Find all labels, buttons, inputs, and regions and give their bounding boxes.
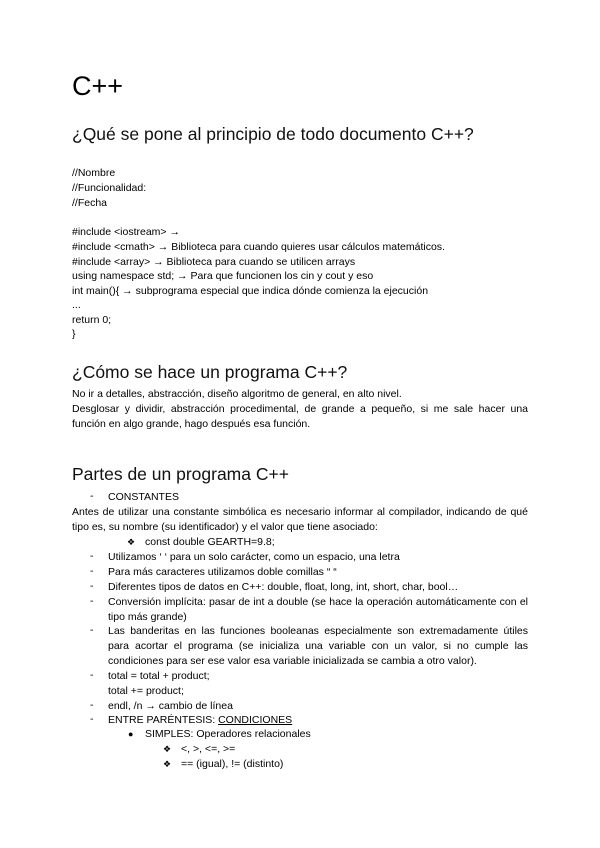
dash-bullet: - [90, 624, 94, 636]
paragraph: Desglosar y dividir, abstracción procedimental, de grande a pequeño, si me sale hacer una función en algo grande, hago después esa función. [72, 403, 528, 430]
list-item: const double GEARTH=9.8; [145, 536, 275, 548]
page-title: C++ [72, 71, 124, 101]
list-item: Utilizamos ‘ ‘ para un solo carácter, como un espacio, una letra [108, 551, 400, 563]
list-item-continued: total += product; [108, 685, 184, 697]
code-line: ... [72, 299, 81, 311]
list-item-conditions [108, 713, 528, 728]
list-item: CONSTANTES [108, 491, 179, 503]
comment-line: //Funcionalidad: [72, 182, 147, 194]
list-item: == (igual), != (distinto) [181, 758, 284, 770]
paragraph: No ir a detalles, abstracción, diseño algoritmo de general, en alto nivel. [72, 388, 402, 400]
list-item: Para más caracteres utilizamos doble comillas “ “ [108, 566, 337, 578]
section-heading-parts: Partes de un programa C++ [72, 464, 289, 484]
list-item: Las banderitas en las funciones booleanas especialmente son extremadamente útiles para acortar el programa (se inicializa una variable con un valor, si no cumple las condiciones para ser ese valor esa variable inicializada se cambia a otro valor). [108, 625, 528, 667]
section-heading-start: ¿Qué se pone al principio de todo documento C++? [72, 124, 474, 144]
code-line: int main(){ → subprograma especial que indica dónde comienza la ejecución [72, 285, 429, 297]
comment-line: //Nombre [72, 167, 116, 179]
dash-bullet: - [90, 490, 94, 502]
diamond-bullet-icon: ❖ [127, 537, 136, 547]
conditions-prefix: ENTRE PARÉNTESIS: [108, 714, 219, 726]
dash-bullet: - [90, 565, 94, 577]
diamond-bullet-icon: ❖ [163, 759, 172, 769]
code-line: #include <array> → Biblioteca para cuando se utilicen arrays [72, 256, 356, 268]
section-heading-how: ¿Cómo se hace un programa C++? [72, 362, 348, 382]
code-line: using namespace std; → Para que funcionen los cin y cout y eso [72, 270, 374, 282]
list-item: SIMPLES: Operadores relacionales [145, 728, 311, 740]
dash-bullet: - [90, 699, 94, 711]
paragraph: Antes de utilizar una constante simbólica es necesario informar al compilador, indicando de qué tipo es, su nombre (su identificador) y el valor que tiene asociado: [72, 506, 528, 533]
code-line: #include <iostream> → [72, 226, 180, 238]
dash-bullet: - [90, 713, 94, 725]
dot-bullet-icon: ● [128, 729, 134, 739]
list-item: total = total + product; [108, 670, 210, 682]
diamond-bullet-icon: ❖ [163, 744, 172, 754]
dash-bullet: - [90, 580, 94, 592]
list-item: Conversión implícita: pasar de int a double (se hace la operación automáticamente con el tipo más grande) [108, 596, 528, 623]
code-line: return 0; [72, 314, 112, 326]
dash-bullet: - [90, 550, 94, 562]
comment-line: //Fecha [72, 197, 108, 209]
dash-bullet: - [90, 595, 94, 607]
dash-bullet: - [90, 669, 94, 681]
list-item: Diferentes tipos de datos en C++: double, float, long, int, short, char, bool… [108, 581, 459, 593]
list-item: <, >, <=, >= [181, 743, 236, 755]
code-line: #include <cmath> → Biblioteca para cuando quieres usar cálculos matemáticos. [72, 241, 445, 253]
list-item: endl, /n → cambio de línea [108, 700, 233, 712]
code-line: } [72, 328, 76, 340]
conditions-underlined: CONDICIONES [218, 714, 293, 726]
